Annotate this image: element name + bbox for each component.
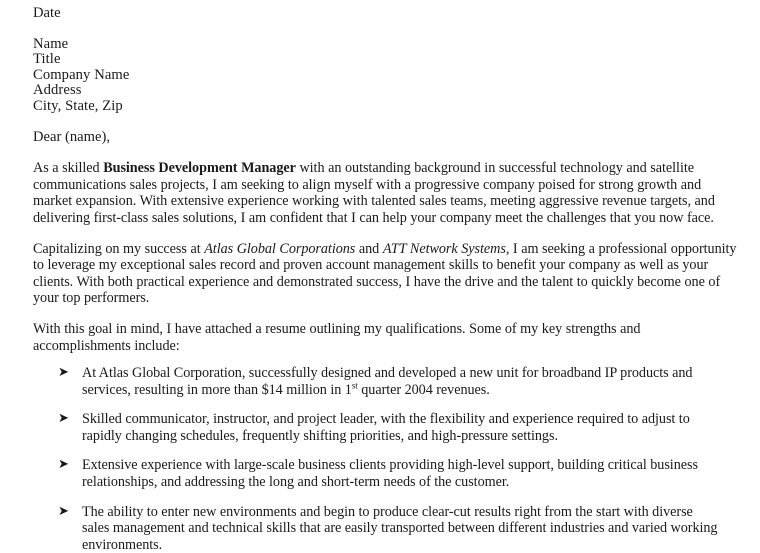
paragraph-intro-text-2: with an outstanding background in successful technology and satellite communications sales projects, I am seeking to align myself with a progressive company poised for strong growth and market expansion. With extensive experience working with talented sales teams, meeting aggressive revenue targets, and delivering first-class sales solutions, I am confident that I can help your company meet the challenges that you now face. <box>33 160 715 226</box>
arrowhead-bullet-icon: ➤ <box>58 411 69 427</box>
paragraph-intro-text-1: As a skilled <box>33 160 104 177</box>
list-item-text: The ability to enter new environments and begin to produce clear-cut results right from the start with diverse sales management and technical skills that are easily transported between different industries and varied working environments. <box>82 503 718 553</box>
list-item <box>33 504 740 553</box>
list-item-text: Extensive experience with large-scale business clients providing high-level support, building critical business relationships, and addressing the long and short-term needs of the customer. <box>82 457 698 491</box>
paragraph-experience <box>33 241 740 307</box>
salutation: Dear (name), <box>33 128 110 145</box>
paragraph-experience-text-2: and <box>355 240 383 257</box>
paragraph-experience-text-3: , I am seeking a professional opportunity to leverage my exceptional sales record and proven account management skills to benefit your company as well as your clients. With both practical experience and demonstrated success, I have the drive and the talent to quickly become one of your top performers. <box>33 240 737 307</box>
company-name-att: ATT Network Systems <box>382 240 506 257</box>
job-title-bold: Business Development Manager <box>103 160 296 177</box>
strengths-list <box>33 365 740 553</box>
arrowhead-bullet-icon: ➤ <box>58 365 69 381</box>
list-item <box>33 411 740 444</box>
date-placeholder: Date <box>33 5 61 21</box>
list-item <box>33 365 740 398</box>
recipient-city-state-zip: City, State, Zip <box>33 97 123 114</box>
list-item-text-2: quarter 2004 revenues. <box>357 381 490 398</box>
arrowhead-bullet-icon: ➤ <box>58 457 69 473</box>
arrowhead-bullet-icon: ➤ <box>58 503 69 519</box>
recipient-company: Company Name <box>33 66 130 83</box>
company-name-atlas: Atlas Global Corporations <box>204 240 356 257</box>
list-item <box>33 457 740 490</box>
paragraph-intro <box>33 160 740 226</box>
paragraph-experience-text-1: Capitalizing on my success at <box>33 240 205 257</box>
recipient-name: Name <box>33 35 69 52</box>
letter-header-block <box>33 6 740 115</box>
list-item-text: Skilled communicator, instructor, and project leader, with the flexibility and experience required to adjust to rapidly changing schedules, frequently shifting priorities, and high-pressure settings. <box>82 411 690 444</box>
paragraph-resume-intro: With this goal in mind, I have attached a resume outlining my qualifications. Some of my key strengths and accomplishments include: <box>33 320 641 354</box>
list-item-text-1: At Atlas Global Corporation, successfully designed and developed a new unit for broadband IP products and services, resulting in more than $14 million in 1 <box>82 365 693 398</box>
recipient-title: Title <box>33 51 61 68</box>
ordinal-superscript: st <box>351 379 358 390</box>
recipient-address: Address <box>33 82 82 99</box>
